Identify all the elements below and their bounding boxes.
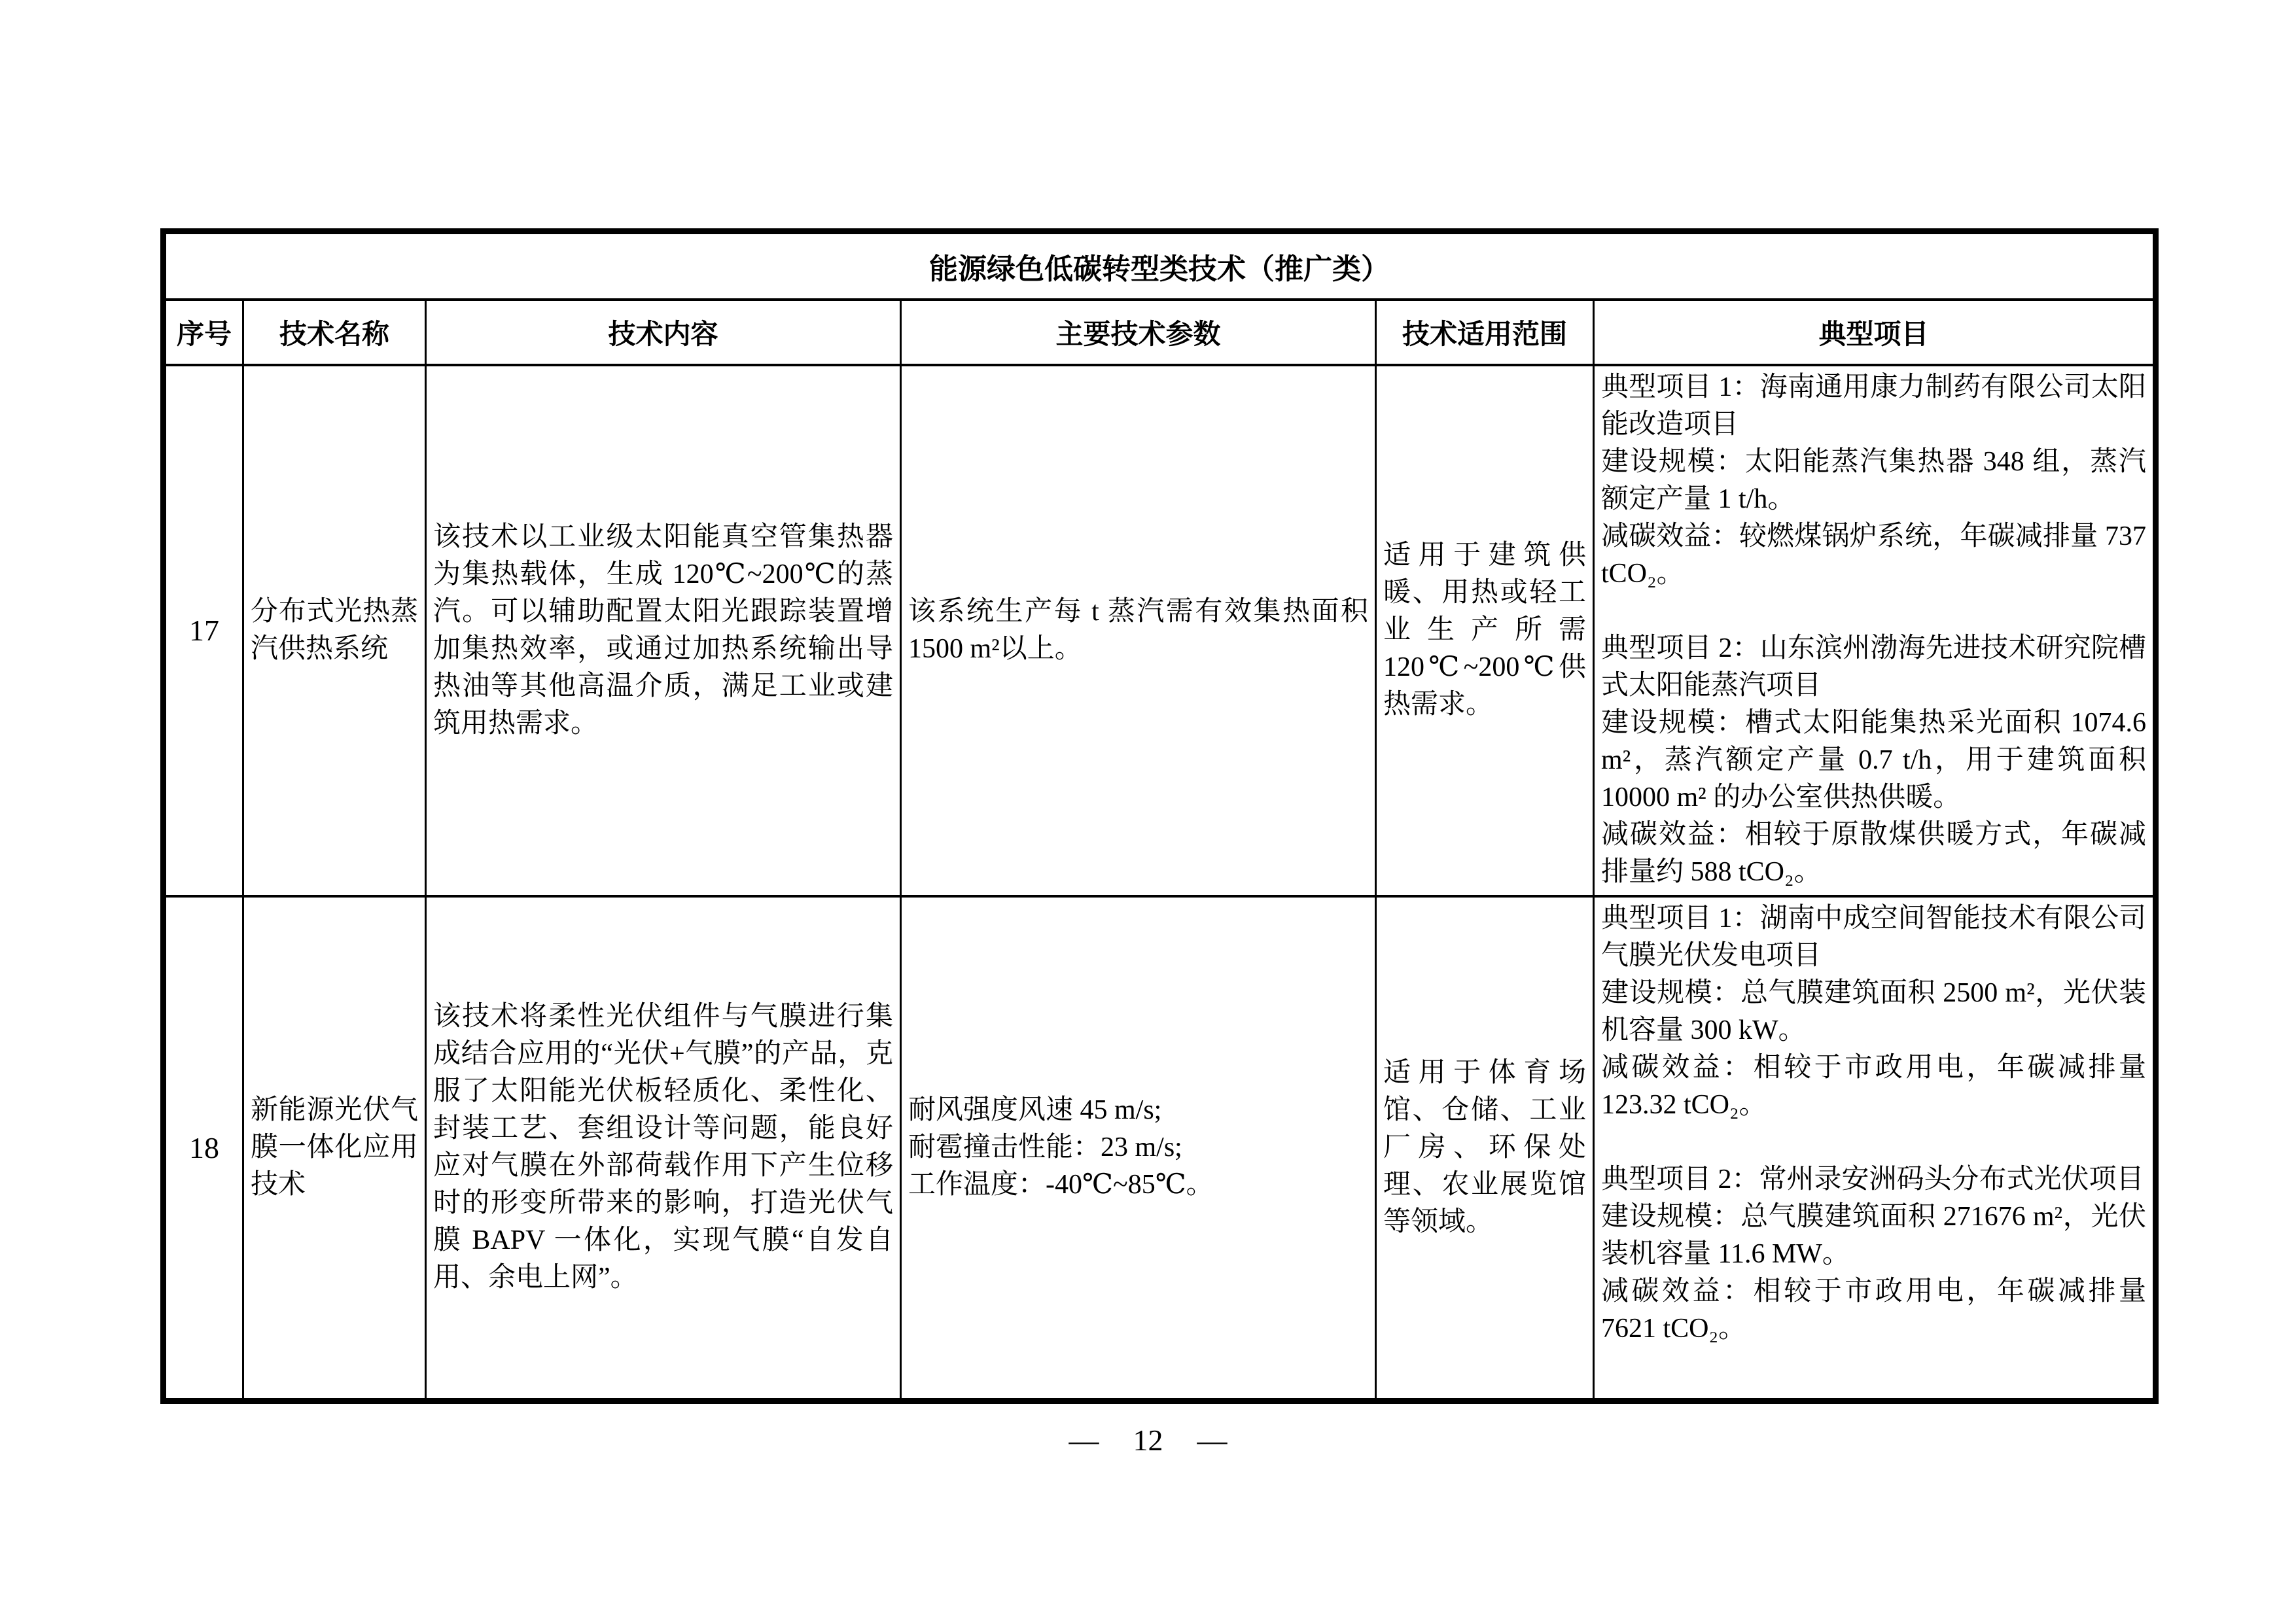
row-18-param-wind: 耐风强度风速 45 m/s; (908, 1094, 1162, 1125)
footer-dash-left: — (1069, 1423, 1099, 1457)
page-footer (0, 1421, 2296, 1460)
row-17-main-params (901, 365, 1376, 896)
col-header-index: 序号 (164, 300, 243, 365)
row-18-index: 18 (164, 896, 243, 1401)
project-title: 典型项目 1：湖南中成空间智能技术有限公司气膜光伏发电项目 (1601, 903, 2147, 971)
table-title-row (164, 232, 2156, 300)
project-scale: 建设规模：总气膜建筑面积 2500 m²，光伏装机容量 300 kW。 (1601, 977, 2147, 1045)
row-17-typical-projects (1594, 365, 2156, 896)
row-18-project-1 (1601, 900, 2146, 1124)
table-row-18 (164, 896, 2156, 1401)
row-17-param-line: 该系统生产每 t 蒸汽需有效集热面积1500 m²以上。 (908, 596, 1368, 664)
table-title: 能源绿色低碳转型类技术（推广类） (164, 232, 2156, 300)
project-benefit: 减碳效益：相较于市政用电，年碳减排量 7621 tCO₂。 (1601, 1276, 2147, 1344)
col-header-typical-projects: 典型项目 (1594, 300, 2156, 365)
footer-dash-right: — (1197, 1423, 1227, 1457)
project-title: 典型项目 2：山东滨州渤海先进技术研究院槽式太阳能蒸汽项目 (1601, 633, 2147, 701)
row-18-tech-name: 新能源光伏气膜一体化应用技术 (243, 896, 426, 1401)
project-scale: 建设规模：太阳能蒸汽集热器 348 组，蒸汽额定产量 1 t/h。 (1601, 446, 2147, 514)
row-18-main-params (901, 896, 1376, 1401)
technology-table (160, 228, 2159, 1404)
project-scale: 建设规模：槽式太阳能集热采光面积 1074.6 m²，蒸汽额定产量 0.7 t/h，用于建筑面积 10000 m² 的办公室供热供暖。 (1601, 707, 2147, 812)
row-18-tech-content: 该技术将柔性光伏组件与气膜进行集成结合应用的“光伏+气膜”的产品，克服了太阳能光伏板轻质化、柔性化、封装工艺、套组设计等问题，能良好应对气膜在外部荷载作用下产生位移时的形变所带来的影响，打造光伏气膜 BAPV 一体化，实现气膜“自发自用、余电上网”。 (426, 896, 901, 1401)
page-number: 12 (1133, 1423, 1163, 1457)
project-benefit: 减碳效益：较燃煤锅炉系统，年碳减排量 737 tCO₂。 (1601, 521, 2147, 589)
col-header-tech-content: 技术内容 (426, 300, 901, 365)
row-17-index: 17 (164, 365, 243, 896)
row-18-param-hail: 耐雹撞击性能：23 m/s; (908, 1132, 1182, 1162)
row-18-project-2 (1601, 1161, 2146, 1348)
col-header-scope: 技术适用范围 (1376, 300, 1594, 365)
row-17-project-2 (1601, 630, 2146, 891)
row-17-tech-name: 分布式光热蒸汽供热系统 (243, 365, 426, 896)
project-title: 典型项目 1：海南通用康力制药有限公司太阳能改造项目 (1601, 372, 2147, 440)
row-17-project-1 (1601, 369, 2146, 593)
col-header-tech-name: 技术名称 (243, 300, 426, 365)
project-benefit: 减碳效益：相较于原散煤供暖方式，年碳减排量约 588 tCO₂。 (1601, 819, 2147, 887)
table-row-17 (164, 365, 2156, 896)
project-benefit: 减碳效益：相较于市政用电，年碳减排量 123.32 tCO₂。 (1601, 1052, 2147, 1120)
row-18-scope: 适用于体育场馆、仓储、工业厂房、环保处理、农业展览馆等领域。 (1376, 896, 1594, 1401)
row-17-scope: 适用于建筑供暖、用热或轻工业生产所需120℃~200℃供热需求。 (1376, 365, 1594, 896)
table-header-row (164, 300, 2156, 365)
row-18-param-temp: 工作温度：-40℃~85℃。 (908, 1169, 1214, 1200)
row-17-tech-content: 该技术以工业级太阳能真空管集热器为集热载体，生成 120℃~200℃的蒸汽。可以辅助配置太阳光跟踪装置增加集热效率，或通过加热系统输出导热油等其他高温介质，满足工业或建筑用热需求。 (426, 365, 901, 896)
project-scale: 建设规模：总气膜建筑面积 271676 m²，光伏装机容量 11.6 MW。 (1601, 1201, 2147, 1269)
row-18-typical-projects (1594, 896, 2156, 1401)
col-header-main-params: 主要技术参数 (901, 300, 1376, 365)
project-title: 典型项目 2：常州录安洲码头分布式光伏项目 (1601, 1164, 2144, 1195)
